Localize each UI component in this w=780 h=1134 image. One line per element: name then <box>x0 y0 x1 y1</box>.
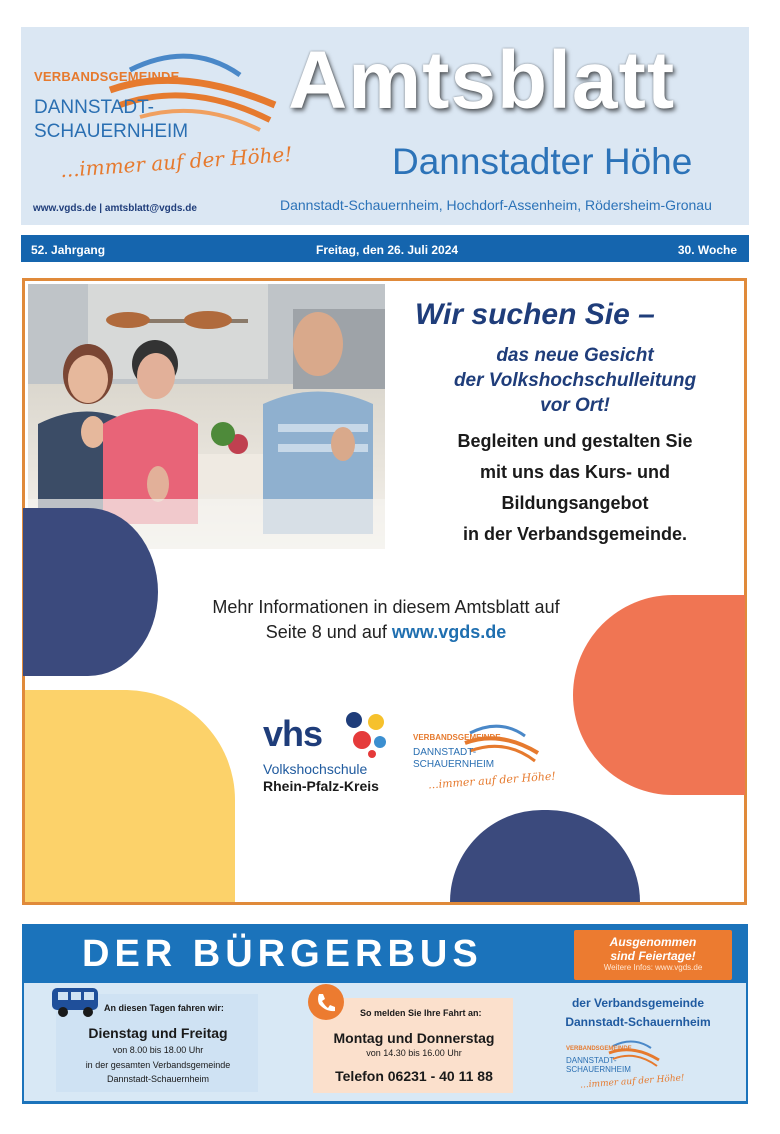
logo-name: DANNSTADT- SCHAUERNHEIM <box>34 97 189 142</box>
bus-logo-vg: VERBANDSGEMEINDE <box>566 1046 632 1052</box>
page-title: Amtsblatt <box>288 35 676 126</box>
ad-headline: Wir suchen Sie – <box>415 298 655 331</box>
bus-time: von 8.00 bis 18.00 Uhr <box>112 1045 204 1055</box>
bus-area-line2: Dannstadt-Schauernheim <box>106 1074 210 1084</box>
vhs-logo-text: vhs <box>263 713 323 754</box>
vg-line2: Dannstadt-Schauernheim <box>565 1015 711 1029</box>
bus-logo-name: DANNSTADT- SCHAUERNHEIM <box>566 1056 631 1074</box>
small-logo-tagline: ...immer auf der Höhe! <box>427 769 557 792</box>
logo-tagline: ...immer auf der Höhe! <box>59 141 294 183</box>
logo-verbandsgemeinde: VERBANDSGEMEINDE <box>34 69 180 84</box>
call-note: So melden Sie Ihre Fahrt an: <box>360 1008 482 1018</box>
small-logo-name: DANNSTADT- SCHAUERNHEIM <box>413 747 495 770</box>
ad-info: Mehr Informationen in diesem Amtsblatt auf Seite 8 und auf www.vgds.de <box>212 597 560 642</box>
ad-body: Begleiten und gestalten Sie mit uns das Kurs- und Bildungsangebot in der Verbandsgemeinde. <box>457 431 693 544</box>
bus-title: DER BÜRGERBUS <box>82 933 483 975</box>
holiday-notice: Ausgenommen sind Feiertage! Weitere Infos: www.vgds.de <box>574 930 732 980</box>
vg-line1: der Verbandsgemeinde <box>571 996 705 1010</box>
phone-icon <box>306 982 346 1022</box>
ad-subheadline: das neue Gesicht der Volkshochschulleitung vor Ort! <box>453 345 697 416</box>
small-logo-vg: VERBANDSGEMEINDE <box>413 733 501 742</box>
vhs-line2: Rhein-Pfalz-Kreis <box>263 778 379 794</box>
page-subtitle: Dannstadter Höhe <box>392 141 693 182</box>
week-label: 30. Woche <box>677 243 737 257</box>
call-time: von 14.30 bis 16.00 Uhr <box>366 1048 462 1058</box>
places-line: Dannstadt-Schauernheim, Hochdorf-Assenheim, Rödersheim-Gronau <box>280 197 712 213</box>
ad-url-link[interactable]: www.vgds.de <box>391 622 507 642</box>
bus-icon <box>50 982 102 1018</box>
phone-number[interactable]: Telefon 06231 - 40 11 88 <box>335 1068 493 1084</box>
bus-days-note: An diesen Tagen fahren wir: <box>104 1003 224 1013</box>
bus-logo-tagline: ...immer auf der Höhe! <box>579 1073 685 1091</box>
bus-days: Dienstag und Freitag <box>88 1025 228 1041</box>
vhs-line1: Volkshochschule <box>263 761 368 777</box>
date-bar <box>21 235 749 262</box>
call-days: Montag und Donnerstag <box>333 1030 495 1046</box>
header-links[interactable]: www.vgds.de | amtsblatt@vgds.de <box>33 203 197 214</box>
vhs-dots-icon <box>340 710 390 760</box>
issue-date: Freitag, den 26. Juli 2024 <box>316 243 459 257</box>
bus-area-line1: in der gesamten Verbandsgemeinde <box>85 1060 231 1070</box>
navy-circle-left <box>18 508 158 676</box>
volume-label: 52. Jahrgang <box>31 243 106 257</box>
